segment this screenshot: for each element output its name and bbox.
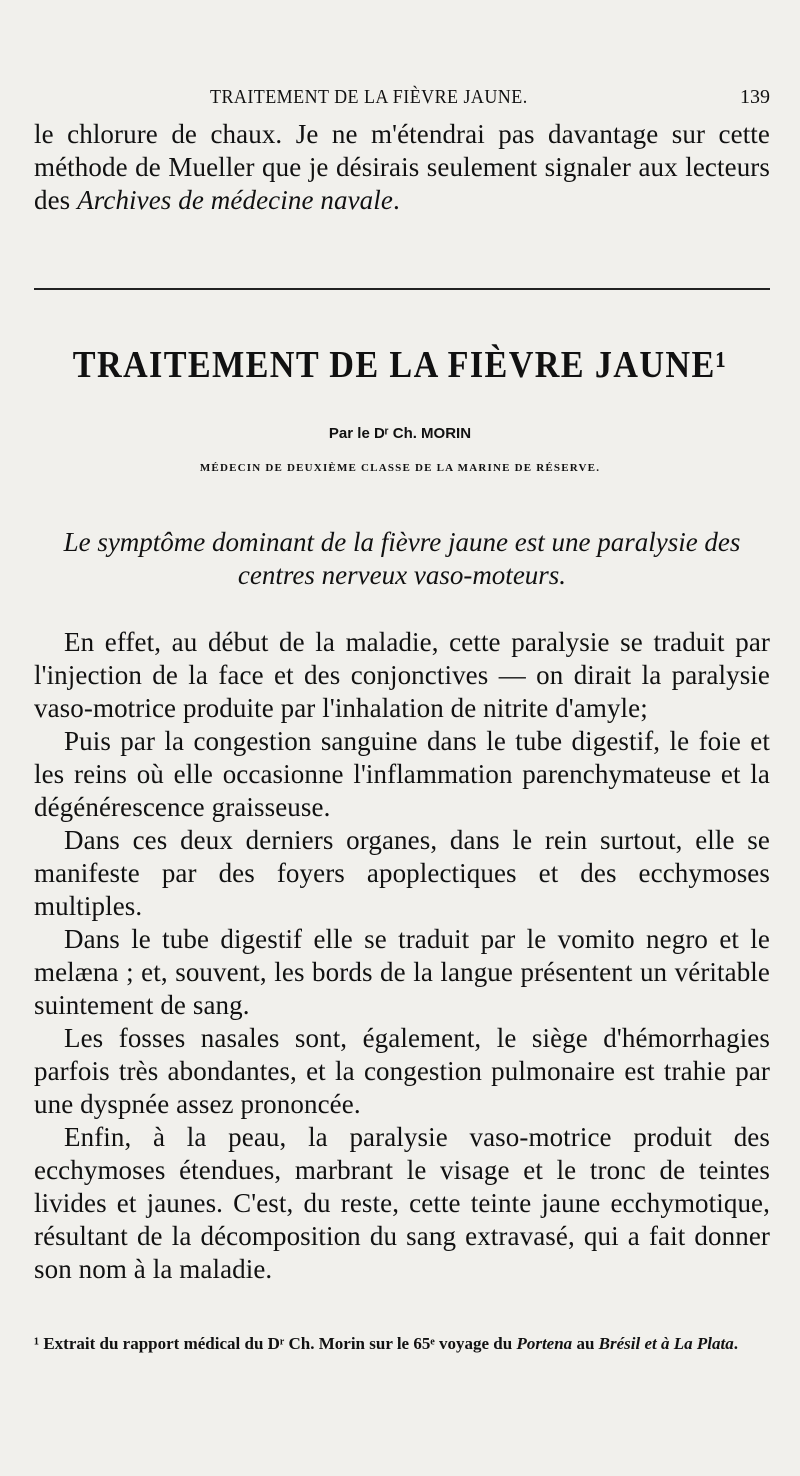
running-title: TRAITEMENT DE LA FIÈVRE JAUNE. xyxy=(210,86,528,108)
body-paragraph: Enfin, à la peau, la paralysie vaso-motrice produit des ecchymoses étendues, marbrant le visage et le tronc de teintes livides et jaunes. C'est, du reste, cette teinte jaune ecchymotique, résultant de la décomposition du sang extravasé, qui a fait donner son nom à la maladie. xyxy=(34,1122,770,1284)
intro-text: le chlorure de chaux. Je ne m'étendrai pas davantage sur cette méthode de Mueller que je désirais seulement signaler aux lecteurs des xyxy=(34,119,770,215)
intro-paragraph xyxy=(34,118,770,217)
article-title: TRAITEMENT DE LA FIÈVRE JAUNE¹ xyxy=(72,344,728,386)
body-paragraph: Les fosses nasales sont, également, le siège d'hémorrhagies parfois très abondantes, et la congestion pulmonaire est trahie par une dyspnée assez prononcée. xyxy=(34,1023,770,1119)
body-paragraph: Dans le tube digestif elle se traduit par le vomito negro et le melæna ; et, souvent, les bords de la langue présentent un véritable suintement de sang. xyxy=(34,924,770,1020)
intro-text-end: . xyxy=(392,185,400,215)
body-paragraph: Puis par la congestion sanguine dans le tube digestif, le foie et les reins où elle occasionne l'inflammation parenchymateuse et la dégénérescence graisseuse. xyxy=(34,726,770,822)
destination: Brésil et à La Plata xyxy=(598,1334,734,1353)
ship-name: Portena xyxy=(516,1334,573,1353)
page-number: 139 xyxy=(740,86,770,108)
journal-name: Archives de médecine navale xyxy=(77,185,393,215)
article-author: Par le Dʳ Ch. MORIN xyxy=(328,425,472,442)
footnote-text: ¹ Extrait du rapport médical du Dʳ Ch. Morin sur le 65ᵉ voyage du xyxy=(34,1334,517,1353)
section-divider xyxy=(34,288,770,290)
article-subtitle: Le symptôme dominant de la fièvre jaune est une paralysie des centres nerveux vaso-moteurs. xyxy=(63,527,741,590)
body-paragraph: Dans ces deux derniers organes, dans le rein surtout, elle se manifeste par des foyers apoplectiques et des ecchymoses multiples. xyxy=(34,825,770,921)
article-body xyxy=(34,626,770,1286)
body-paragraph: En effet, au début de la maladie, cette paralysie se traduit par l'injection de la face et des conjonctives — on dirait la paralysie vaso-motrice produite par l'inhalation de nitrite d'amyle; xyxy=(34,627,770,723)
footnote-text-end: . xyxy=(733,1334,738,1353)
footnote xyxy=(34,1332,770,1356)
running-header xyxy=(34,82,770,116)
author-rank: MÉDECIN DE DEUXIÈME CLASSE DE LA MARINE DE RÉSERVE. xyxy=(199,462,601,474)
footnote-text-mid: au xyxy=(572,1334,599,1353)
